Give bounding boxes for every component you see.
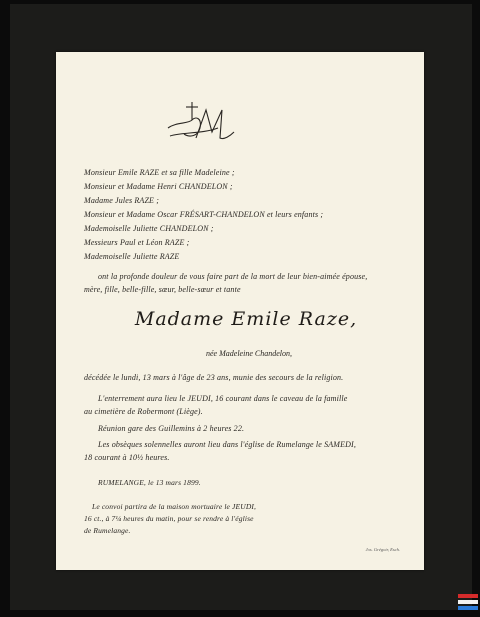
deceased-name: Madame Emile Raze, (134, 308, 358, 330)
flag-icon (458, 594, 478, 614)
maiden-name: née Madeleine Chandelon, (206, 349, 292, 358)
announcement-line-2: mère, fille, belle-fille, sœur, belle-sœur et tante (84, 285, 241, 294)
family-line-5: Mademoiselle Juliette CHANDELON ; (84, 224, 214, 233)
cross-monogram-icon (162, 98, 238, 148)
convoi-line-2: 16 ct., à 7¼ heures du matin, pour se rendre à l'église (84, 514, 254, 523)
meeting-line: Réunion gare des Guillemins à 2 heures 22. (98, 424, 245, 433)
family-line-6: Messieurs Paul et Léon RAZE ; (84, 238, 190, 247)
burial-line-1: L'enterrement aura lieu le JEUDI, 16 courant dans le caveau de la famille (98, 394, 348, 403)
announcement-line-1: ont la profonde douleur de vous faire part de la mort de leur bien-aimée épouse, (98, 272, 368, 281)
mourning-letter (56, 52, 424, 570)
convoi-line-1: Le convoi partira de la maison mortuaire le JEUDI, (92, 502, 257, 511)
obseques-line-2: 18 courant à 10½ heures. (84, 453, 170, 462)
family-line-7: Mademoiselle Juliette RAZE (84, 252, 180, 261)
family-line-2: Monsieur et Madame Henri CHANDELON ; (84, 182, 233, 191)
convoi-line-3: de Rumelange. (84, 526, 131, 535)
printer-credit: Jos. Grégoir, Esch. (365, 547, 400, 552)
death-line: décédée le lundi, 13 mars à l'âge de 23 ans, munie des secours de la religion. (84, 373, 344, 382)
family-line-1: Monsieur Emile RAZE et sa fille Madeleine ; (84, 168, 235, 177)
family-line-3: Madame Jules RAZE ; (84, 196, 160, 205)
family-line-4: Monsieur et Madame Oscar FRÉSART-CHANDELON et leurs enfants ; (84, 210, 324, 219)
burial-line-2: au cimetière de Robermont (Liège). (84, 407, 203, 416)
obseques-line-1: Les obsèques solennelles auront lieu dans l'église de Rumelange le SAMEDI, (98, 440, 357, 449)
place-date: RUMELANGE, le 13 mars 1899. (98, 478, 201, 487)
